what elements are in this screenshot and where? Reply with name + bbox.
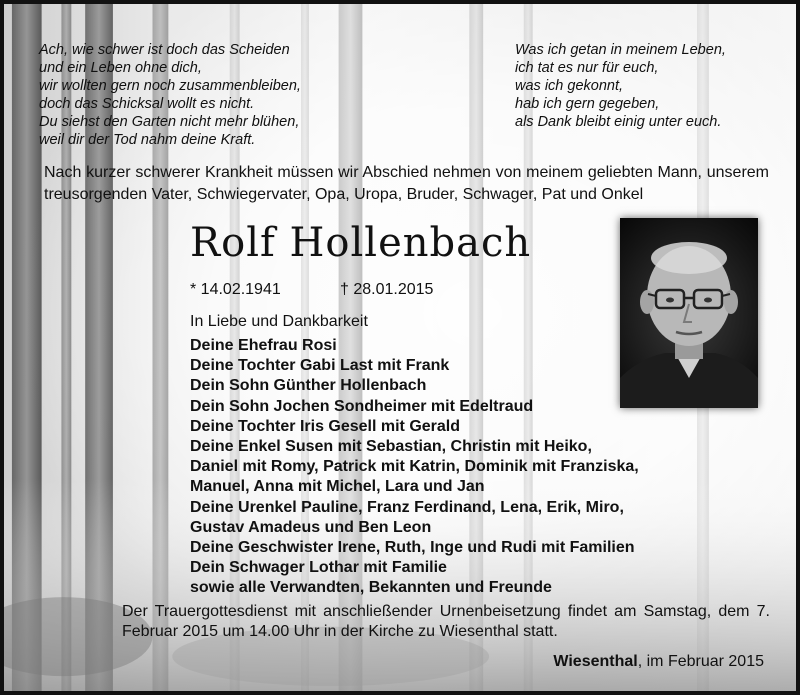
family-line: Deine Geschwister Irene, Ruth, Inge und Rudi mit Familien [190,539,635,557]
signoff [553,653,764,671]
thanks-line: In Liebe und Dankbarkeit [190,313,368,330]
poem-left-line: Du siehst den Garten nicht mehr blühen, [39,114,300,130]
family-line: Dein Sohn Günther Hollenbach [190,377,427,395]
death-date: † 28.01.2015 [340,281,434,298]
poem-right-line: was ich gekonnt, [515,78,624,94]
deceased-name: Rolf Hollenbach [190,220,532,266]
birth-date: * 14.02.1941 [190,281,281,298]
intro-text: Nach kurzer schwerer Krankheit müssen wir Abschied nehmen von meinem geliebten Mann, unserem treusorgenden Vater, Schwiegervater, Opa, Uropa, Bruder, Schwager, Pat und Onkel [44,164,769,203]
family-line: Manuel, Anna mit Michel, Lara und Jan [190,478,485,496]
poem-left [39,41,301,149]
poem-right [515,41,726,131]
signoff-place: Wiesenthal [553,653,638,670]
family-list [190,336,639,599]
family-line: Dein Sohn Jochen Sondheimer mit Edeltraud [190,397,534,415]
family-line: Deine Enkel Susen mit Sebastian, Christin mit Heiko, [190,438,592,456]
family-line: Dein Schwager Lothar mit Familie [190,559,447,577]
poem-left-line: wir wollten gern noch zusammenbleiben, [39,78,301,94]
poem-left-line: Ach, wie schwer ist doch das Scheiden [39,42,290,58]
family-line: Deine Tochter Gabi Last mit Frank [190,357,450,375]
poem-right-line: ich tat es nur für euch, [515,60,659,76]
family-line: Deine Urenkel Pauline, Franz Ferdinand, Lena, Erik, Miro, [190,498,624,516]
service-announcement: Der Trauergottesdienst mit anschließender Urnenbeisetzung findet am Samstag, dem 7. Februar 2015 um 14.00 Uhr in der Kirche zu Wiesenthal statt. [122,603,770,640]
family-line: Gustav Amadeus und Ben Leon [190,518,432,536]
family-line: Deine Ehefrau Rosi [190,337,337,354]
family-line: Daniel mit Romy, Patrick mit Katrin, Dominik mit Franziska, [190,458,639,476]
poem-right-line: hab ich gern gegeben, [515,96,660,112]
poem-right-line: Was ich getan in meinem Leben, [515,42,726,58]
poem-left-line: doch das Schicksal wollt es nicht. [39,96,255,112]
portrait-photo [620,218,758,408]
family-line: sowie alle Verwandten, Bekannten und Freunde [190,579,552,597]
poem-right-line: als Dank bleibt einig unter euch. [515,114,722,130]
signoff-date: , im Februar 2015 [637,653,764,670]
poem-left-line: und ein Leben ohne dich, [39,60,202,76]
portrait-image [620,218,758,408]
poem-left-line: weil dir der Tod nahm deine Kraft. [39,132,256,148]
family-line: Deine Tochter Iris Gesell mit Gerald [190,417,461,435]
